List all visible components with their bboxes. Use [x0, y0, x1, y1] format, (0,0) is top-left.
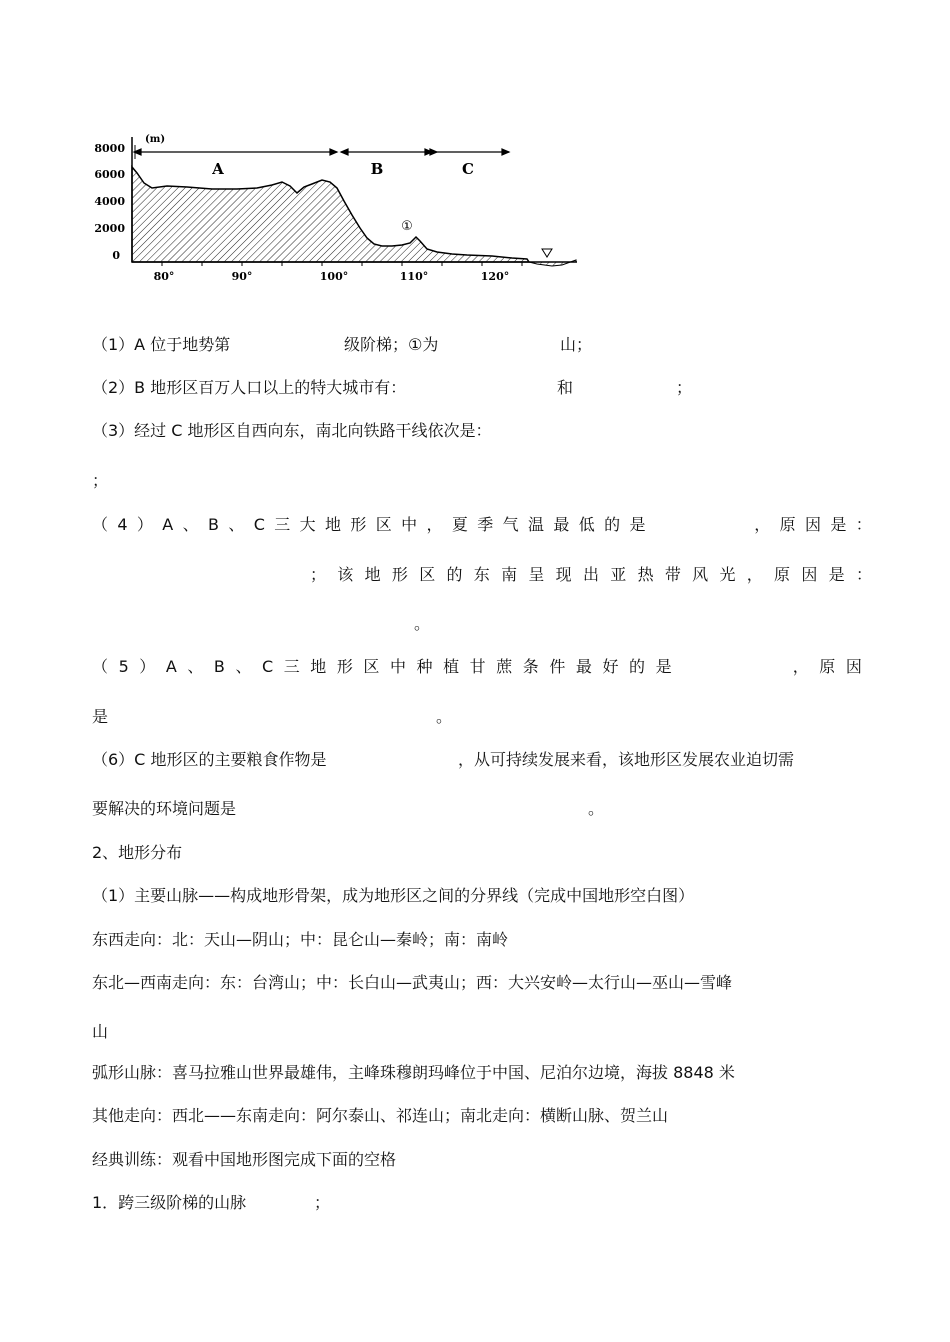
x-tick: 80° — [153, 270, 175, 283]
section-2-p4: 弧形山脉：喜马拉雅山世界最雄伟，主峰珠穆朗玛峰位于中国、尼泊尔边境，海拔 8848 米 — [92, 1063, 735, 1082]
y-tick: 2000 — [94, 222, 125, 235]
x-axis — [154, 270, 510, 283]
section-2-p7b: ； — [314, 1193, 331, 1212]
x-tick: 110° — [399, 270, 429, 283]
q6-text-d: 。 — [588, 799, 605, 818]
y-tick: 6000 — [94, 168, 125, 181]
section-2-p6: 经典训练：观看中国地形图完成下面的空格 — [92, 1150, 397, 1169]
terrain-area — [132, 167, 529, 262]
section-2-p3: 东北—西南走向：东：台湾山；中：长白山—武夷山；西：大兴安岭—太行山—巫山—雪峰 — [92, 973, 733, 992]
region-c-label: C — [462, 160, 474, 178]
terrain-profile-figure — [92, 125, 592, 290]
marker-1: ① — [401, 219, 413, 234]
q5-line-1: （ 5 ） A 、 B 、 C 三 地 形 区 中 种 植 甘 蔗 条 件 最 好 的 是 ， 原 因 — [92, 657, 862, 676]
section-2-p2: 东西走向：北：天山—阴山；中：昆仑山—秦岭；南：南岭 — [92, 930, 509, 949]
q6-text-a: （6）C 地形区的主要粮食作物是 — [92, 750, 327, 769]
region-a-label: A — [212, 160, 224, 178]
q5-line-2: 是 — [92, 707, 109, 726]
q3-text-a: （3）经过 C 地形区自西向东，南北向铁路干线依次是： — [92, 421, 492, 440]
q2-text-a: （2）B 地形区百万人口以上的特大城市有： — [92, 378, 407, 397]
q5-end: 。 — [436, 707, 453, 726]
section-2-p5: 其他走向：西北——东南走向：阿尔泰山、祁连山；南北走向：横断山脉、贺兰山 — [92, 1106, 669, 1125]
q1-text-a: （1）A 位于地势第 — [92, 335, 231, 354]
q4-end: 。 — [414, 614, 431, 633]
sea-area — [529, 260, 576, 266]
q6-text-c: 要解决的环境问题是 — [92, 799, 237, 818]
q2-text-c: ； — [676, 378, 693, 397]
q1-text-c: 山； — [560, 335, 593, 354]
section-2-p7a: 1．跨三级阶梯的山脉 — [92, 1193, 247, 1212]
q2-text-b: 和 — [557, 378, 574, 397]
section-2-p3b: 山 — [92, 1022, 109, 1041]
section-2-title: 2、地形分布 — [92, 843, 183, 862]
y-tick: 4000 — [94, 195, 125, 208]
region-b-label: B — [370, 160, 384, 178]
q6-text-b: ，从可持续发展来看，该地形区发展农业迫切需 — [458, 750, 795, 769]
sea-level-icon — [542, 249, 552, 257]
y-tick: 0 — [112, 249, 120, 262]
q3-text-b: ； — [92, 471, 109, 490]
q1-text-b: 级阶梯；①为 — [344, 335, 439, 354]
q4-line-1: （ 4 ） A 、 B 、 C 三 大 地 形 区 中 ， 夏 季 气 温 最 低 的 是 ， 原 因 是 ： — [92, 515, 872, 534]
x-tick: 100° — [319, 270, 349, 283]
y-tick: 8000 — [94, 142, 125, 155]
x-tick: 120° — [480, 270, 510, 283]
x-tick: 90° — [231, 270, 253, 283]
y-axis — [94, 142, 125, 262]
unit-label: (m) — [145, 134, 166, 145]
q4-line-2: ； 该 地 形 区 的 东 南 呈 现 出 亚 热 带 风 光 ， 原 因 是 ： — [310, 565, 872, 584]
section-2-p1: （1）主要山脉——构成地形骨架，成为地形区之间的分界线（完成中国地形空白图） — [92, 886, 695, 905]
